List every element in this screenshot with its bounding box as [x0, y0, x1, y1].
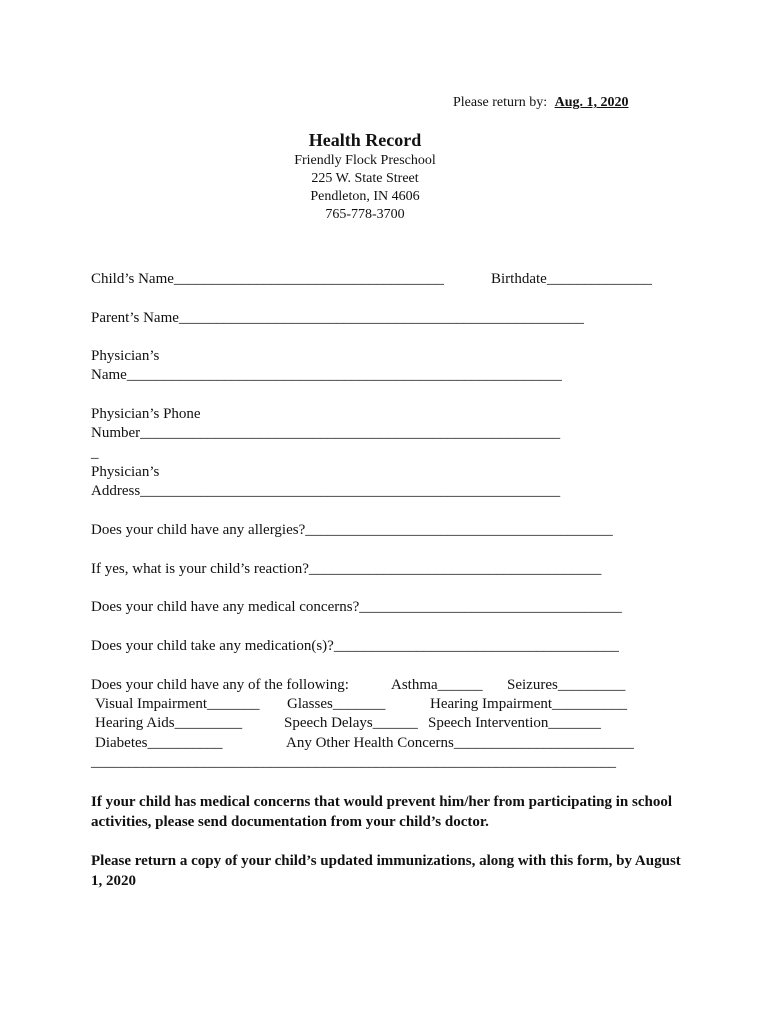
medical-concerns-field[interactable]: Does your child have any medical concerns?___________________________________ — [91, 599, 622, 615]
visual-impairment-field[interactable]: Visual Impairment_______ — [95, 696, 260, 712]
other-health-concerns-field[interactable]: Any Other Health Concerns________________________ — [286, 735, 634, 751]
physician-address-field[interactable]: Address________________________________________________________ — [91, 483, 561, 499]
allergies-field[interactable]: Does your child have any allergies?_________________________________________ — [91, 522, 613, 538]
school-phone: 765-778-3700 — [325, 207, 405, 222]
speech-intervention-field[interactable]: Speech Intervention_______ — [428, 715, 601, 731]
school-street: 225 W. State Street — [311, 171, 419, 186]
return-by-line — [453, 93, 629, 112]
reaction-field[interactable]: If yes, what is your child’s reaction?_______________________________________ — [91, 561, 602, 577]
other-concerns-extra-line[interactable]: ______________________________________________________________________ — [91, 754, 616, 770]
documentation-notice: If your child has medical concerns that would prevent him/her from participating in school activities, please send documentation from your child’s doctor. — [91, 794, 672, 830]
physician-phone-label: Physician’s Phone — [91, 406, 201, 422]
hearing-impairment-field[interactable]: Hearing Impairment__________ — [430, 696, 628, 712]
page-title: Health Record — [308, 130, 422, 150]
school-city: Pendleton, IN 4606 — [310, 189, 420, 204]
child-name-field[interactable]: Child’s Name____________________________________ — [91, 271, 444, 287]
physician-label: Physician’s — [91, 348, 160, 364]
diabetes-field[interactable]: Diabetes__________ — [95, 735, 223, 751]
hearing-aids-field[interactable]: Hearing Aids_________ — [95, 715, 243, 731]
conditions-intro: Does your child have any of the following: — [91, 677, 349, 693]
return-by-date: Aug. 1, 2020 — [554, 95, 629, 110]
speech-delays-field[interactable]: Speech Delays______ — [284, 715, 418, 731]
physician-phone-field[interactable]: Number________________________________________________________ — [91, 425, 561, 441]
medications-field[interactable]: Does your child take any medication(s)?______________________________________ — [91, 638, 619, 654]
seizures-field[interactable]: Seizures_________ — [507, 677, 626, 693]
physician-phone-tail: _ — [91, 445, 99, 461]
form-header — [230, 128, 500, 224]
physician-name-field[interactable]: Name__________________________________________________________ — [91, 367, 562, 383]
birthdate-field[interactable]: Birthdate______________ — [491, 271, 652, 287]
physician-address-label: Physician’s — [91, 464, 160, 480]
asthma-field[interactable]: Asthma______ — [391, 677, 483, 693]
parent-name-field[interactable]: Parent’s Name______________________________________________________ — [91, 310, 584, 326]
glasses-field[interactable]: Glasses_______ — [287, 696, 386, 712]
school-name: Friendly Flock Preschool — [294, 153, 436, 168]
immunizations-notice: Please return a copy of your child’s updated immunizations, along with this form, by August 1, 2020 — [91, 853, 681, 889]
return-by-label: Please return by: — [453, 95, 548, 110]
